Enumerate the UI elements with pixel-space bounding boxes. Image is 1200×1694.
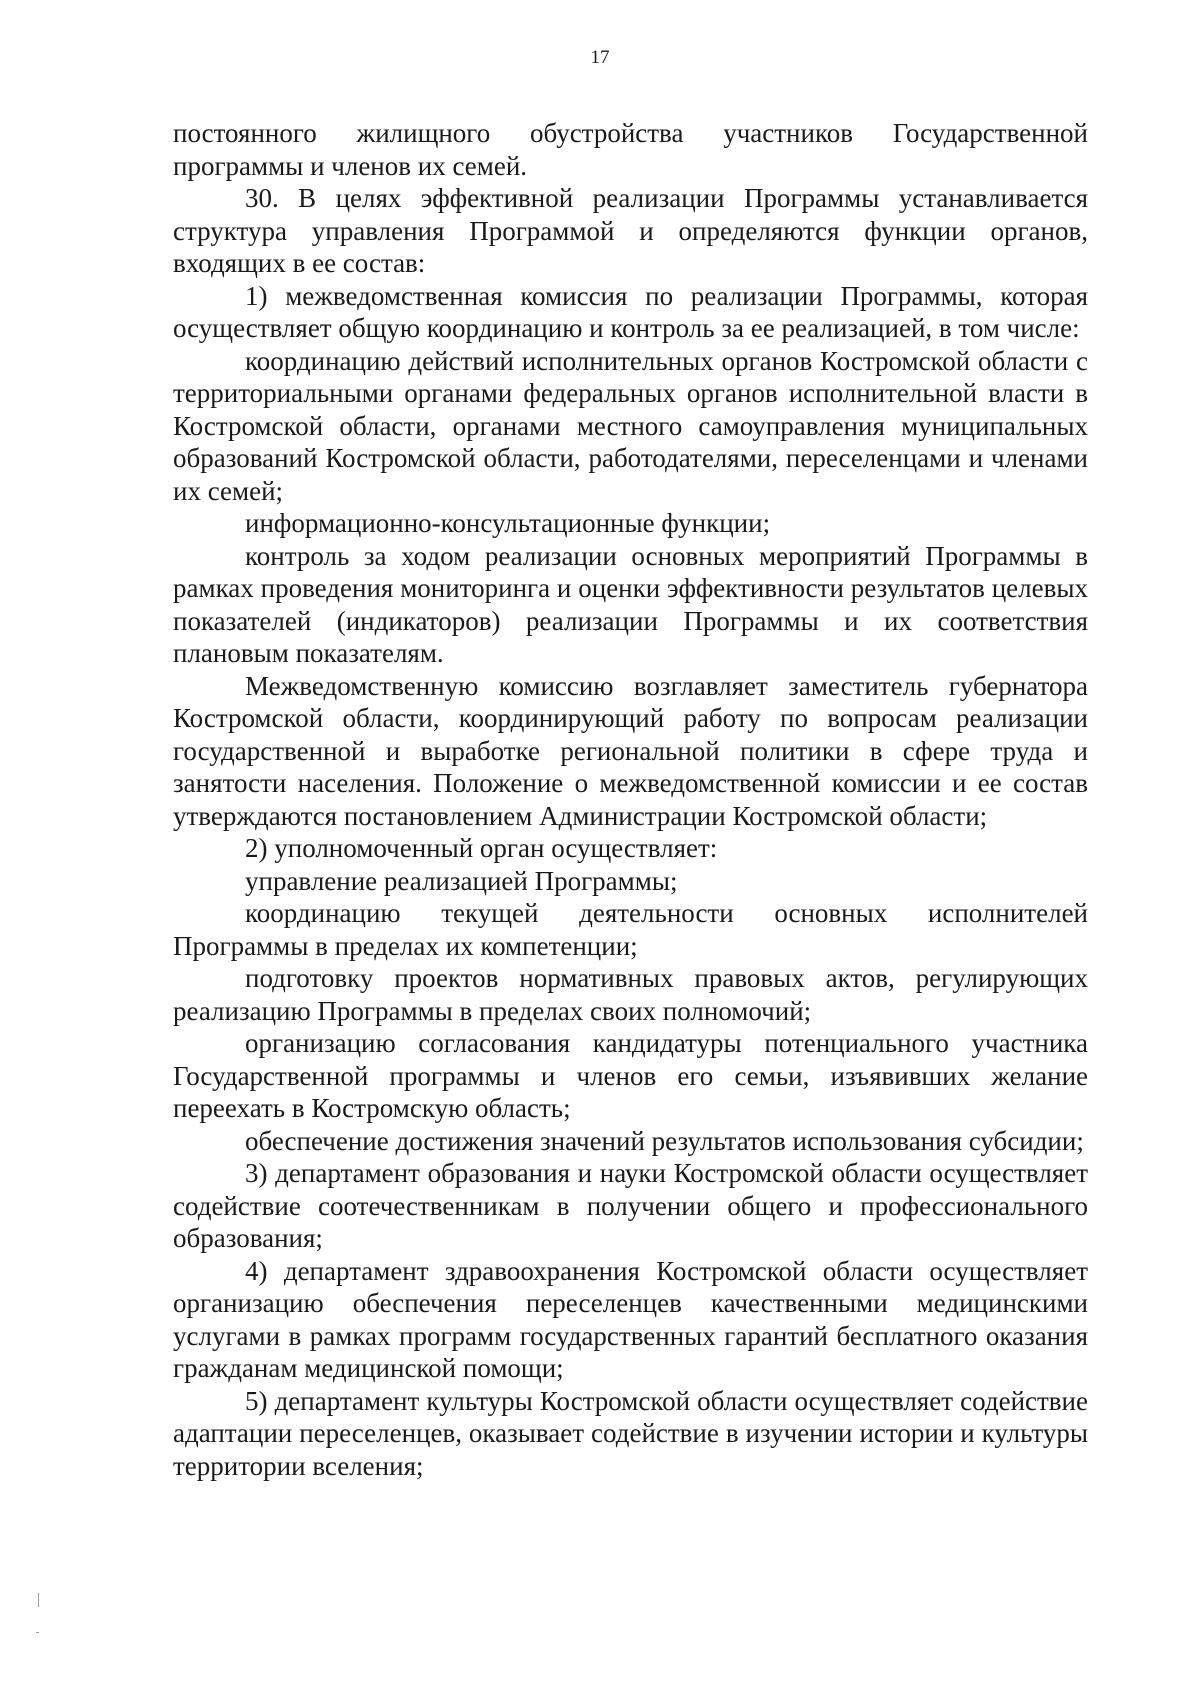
paragraph-executors-coordination: координацию текущей деятельности основных исполнителей Программы в пределах их компетенции; (173, 898, 1088, 961)
paragraph-item-30: 30. В целях эффективной реализации Программы устанавливается структура управления Программой и определяются функции органов, входящих в ее состав: (173, 183, 1088, 278)
paragraph-candidate-approval: организацию согласования кандидатуры потенциального участника Государственной программы и членов его семьи, изъявивших желание переехать в Костромскую область; (173, 1028, 1088, 1123)
paragraph-subitem-3: 3) департамент образования и науки Костромской области осуществляет содействие соотечественникам в получении общего и профессионального образования; (173, 1158, 1088, 1253)
paragraph-coordination: координацию действий исполнительных органов Костромской области с территориальными органами федеральных органов исполнительной власти в Костромской области, органами местного самоуправления муниципальных образований Костромской области, работодателями, переселенцами и членами их семей; (173, 345, 1088, 506)
paragraph-continuation: постоянного жилищного обустройства участников Государственной программы и членов их семей. (173, 118, 1088, 181)
paragraph-subitem-1: 1) межведомственная комиссия по реализации Программы, которая осуществляет общую координацию и контроль за ее реализацией, в том числе: (173, 280, 1088, 343)
paragraph-consulting: информационно-консультационные функции; (245, 508, 771, 538)
scan-artifact (38, 1593, 39, 1607)
paragraph-management: управление реализацией Программы; (245, 865, 678, 896)
paragraph-subitem-2: 2) уполномоченный орган осуществляет: (245, 833, 718, 863)
paragraph-legal-acts: подготовку проектов нормативных правовых актов, регулирующих реализацию Программы в пределах своих полномочий; (173, 963, 1088, 1026)
paragraph-subsidy-results: обеспечение достижения значений результатов использования субсидии; (245, 1125, 1084, 1156)
paragraph-commission-head: Межведомственную комиссию возглавляет заместитель губернатора Костромской области, координирующий работу по вопросам реализации государственной и выработке региональной политики в сфере труда и занятости населения. Положение о межведомственной комиссии и ее состав утверждаются постановлением Администрации Костромской области; (173, 670, 1088, 831)
paragraph-subitem-5: 5) департамент культуры Костромской области осуществляет содействие адаптации переселенцев, оказывает содействие в изучении истории и культуры территории вселения; (173, 1385, 1088, 1481)
page-number: 17 (590, 47, 610, 68)
paragraph-subitem-4: 4) департамент здравоохранения Костромской области осуществляет организацию обеспечения переселенцев качественными медицинскими услугами в рамках программ государственных гарантий бесплатного оказания гражданам медицинской помощи; (173, 1255, 1088, 1383)
paragraph-control: контроль за ходом реализации основных мероприятий Программы в рамках проведения мониторинга и оценки эффективности результатов целевых показателей (индикаторов) реализации Программы и их соответствия плановым показателям. (173, 540, 1088, 668)
document-body (173, 117, 1088, 1482)
scan-artifact (36, 1632, 39, 1633)
